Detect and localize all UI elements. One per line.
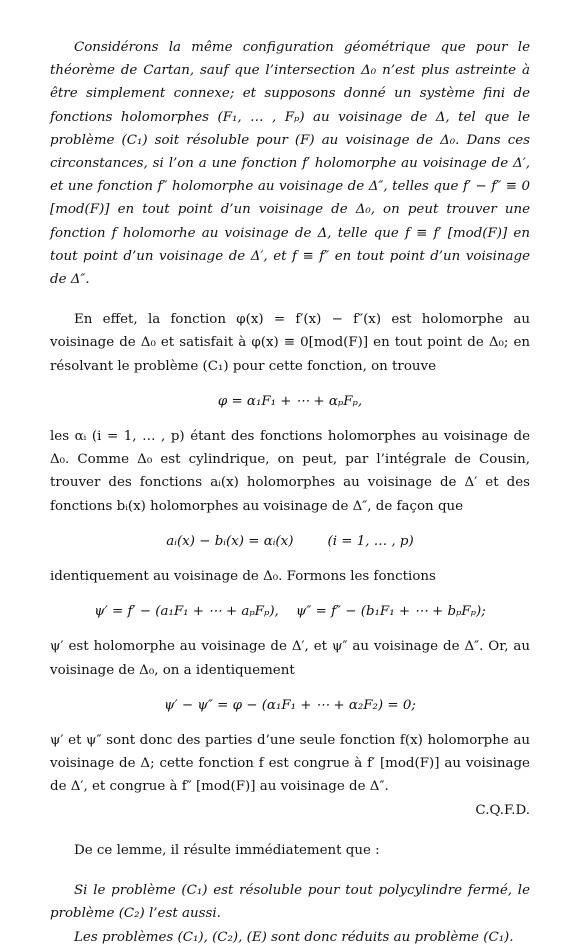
qed-mark: C.Q.F.D. bbox=[475, 802, 530, 818]
proof-paragraph-3: identiquement au voisinage de Δ₀. Formons les fonctions bbox=[50, 569, 436, 585]
lemma-intro: De ce lemme, il résulte immédiatement que : bbox=[74, 842, 380, 858]
corollary-2: Les problèmes (C₁), (C₂), (E) sont donc réduits au problème (C₁). bbox=[74, 929, 514, 945]
equation-psi-difference: ψ′ − ψ″ = φ − (α₁F₁ + ⋯ + α₂F₂) = 0; bbox=[164, 697, 416, 713]
corollary-1: Si le problème (C₁) est résoluble pour tout polycylindre fermé, le problème (C₂) l’est aussi. bbox=[50, 883, 530, 922]
proof-paragraph-5-text: ψ′ et ψ″ sont donc des parties d’une seule fonction f(x) holomorphe au voisinage de Δ; cette fonction f est congrue à f′ [mod(F)] au voisinage de Δ′, et congrue à f″ [mod(F)] au voisinage de Δ″. bbox=[50, 733, 530, 795]
page-content bbox=[50, 36, 530, 949]
equation-ai-bi: aᵢ(x) − bᵢ(x) = αᵢ(x) (i = 1, … , p) bbox=[166, 533, 414, 549]
proof-paragraph-4: ψ′ est holomorphe au voisinage de Δ′, et ψ″ au voisinage de Δ″. Or, au voisinage de Δ₀, on a identiquement bbox=[50, 639, 530, 678]
proof-paragraph-1: En effet, la fonction φ(x) = f′(x) − f″(x) est holomorphe au voisinage de Δ₀ et satisfait à φ(x) ≡ 0[mod(F)] en tout point de Δ₀; en résolvant le problème (C₁) pour cette fonction, on trouve bbox=[50, 312, 530, 374]
equation-phi: φ = α₁F₁ + ⋯ + αₚFₚ, bbox=[217, 393, 363, 409]
proof-paragraph-5 bbox=[50, 729, 530, 799]
equation-psi: ψ′ = f′ − (a₁F₁ + ⋯ + aₚFₚ), ψ″ = f″ − (b₁F₁ + ⋯ + bₚFₚ); bbox=[94, 604, 486, 620]
theorem-statement: Considérons la même configuration géométrique que pour le théorème de Cartan, sauf que l’intersection Δ₀ n’est plus astreinte à être simplement connexe; et supposons donné un système fini de fonctions holomorphes (F₁, … , Fₚ) au voisinage de Δ, tel que le problème (C₁) soit résoluble pour (F) au voisinage de Δ₀. Dans ces circonstances, si l’on a une fonction f′ holomorphe au voisinage de Δ′, et une fonction f″ holomorphe au voisinage de Δ″, telles que f′ − f″ ≡ 0 [mod(F)] en tout point d’un voisinage de Δ₀, on peut trouver une fonction f holomorhe au voisinage de Δ, telle que f ≡ f′ [mod(F)] en tout point d’un voisinage de Δ′, et f ≡ f″ en tout point d’un voisinage de Δ″. bbox=[50, 40, 530, 288]
proof-paragraph-2: les αᵢ (i = 1, … , p) étant des fonctions holomorphes au voisinage de Δ₀. Comme Δ₀ est cylindrique, on peut, par l’intégrale de Cousin, trouver des fonctions aᵢ(x) holomorphes au voisinage de Δ′ et des fonctions bᵢ(x) holomorphes au voisinage de Δ″, de façon que bbox=[50, 429, 530, 514]
